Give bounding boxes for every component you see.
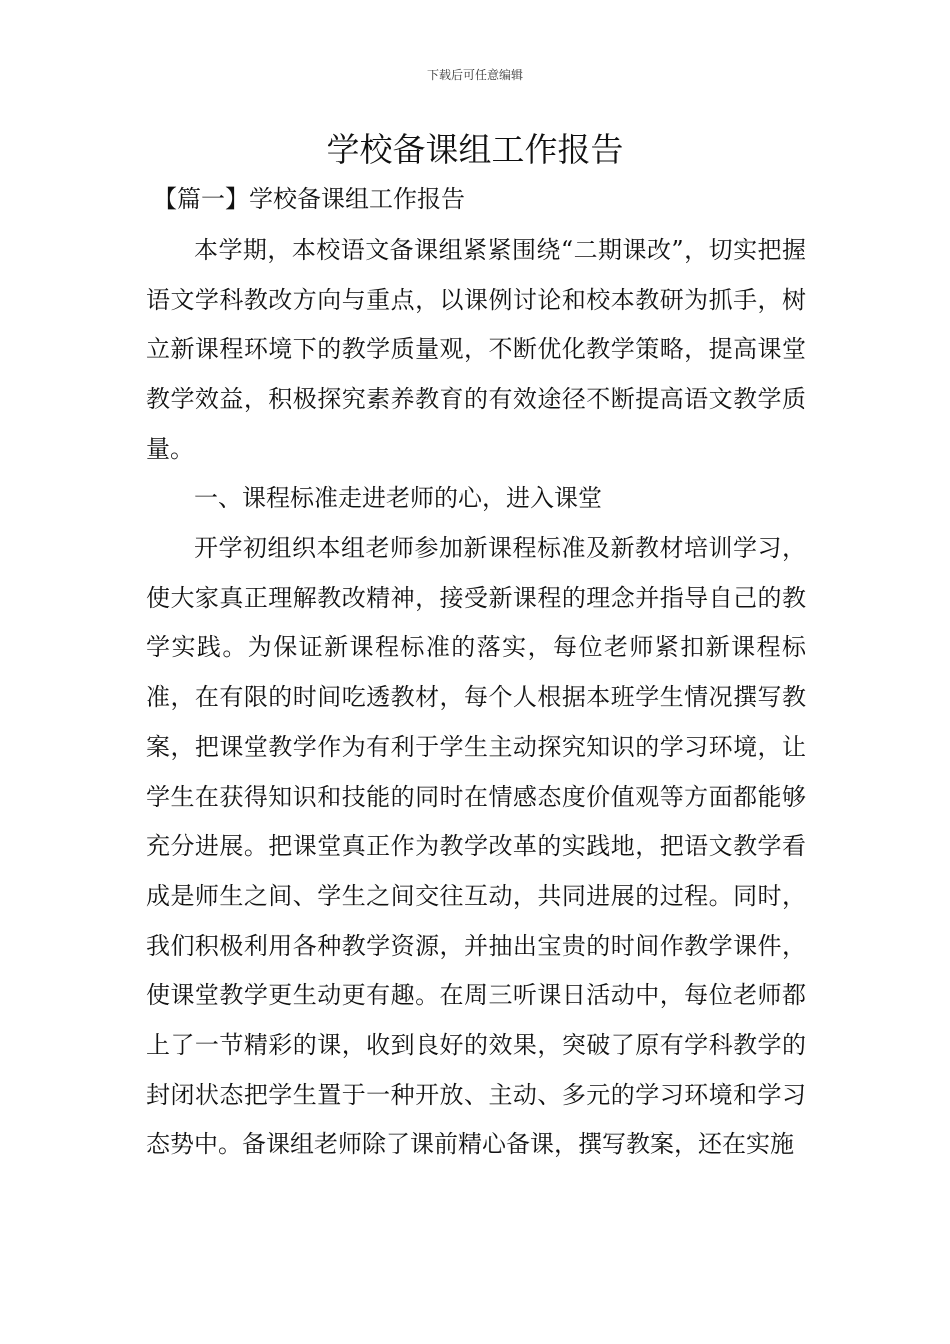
header-note: 下载后可任意编辑 (426, 68, 523, 82)
document-title: 学校备课组工作报告 (326, 130, 624, 169)
section-heading: 【篇一】学校备课组工作报告 (153, 185, 465, 213)
subheading-one: 一、课程标准走进老师的心，进入课堂 (194, 484, 602, 512)
body-paragraph: 开学初组织本组老师参加新课程标准及新教材培训学习，使大家真正理解教改精神，接受新课程的理念并指导自己的教学实践。为保证新课程标准的落实，每位老师紧扣新课程标准，在有限的时间吃透教材，每个人根据本班学生情况撰写教案，把课堂教学作为有利于学生主动探究知识的学习环境，让学生在获得知识和技能的同时在情感态度价值观等方面都能够充分进展。把课堂真正作为教学改革的实践地，把语文教学看成是师生之间、学生之间交往互动，共同进展的过程。同时，我们积极利用各种教学资源，并抽出宝贵的时间作教学课件，使课堂教学更生动更有趣。在周三听课日活动中，每位老师都上了一节精彩的课，收到良好的效果，突破了原有学科教学的封闭状态把学生置于一种开放、主动、多元的学习环境和学习态势中。备课组老师除了课前精心备课，撰写教案，还在实施 (146, 534, 806, 1159)
intro-paragraph-block (146, 226, 806, 475)
body-paragraph-block (146, 524, 806, 1170)
intro-paragraph: 本学期，本校语文备课组紧紧围绕“二期课改”，切实把握语文学科教改方向与重点，以课例讨论和校本教研为抓手，树立新课程环境下的教学质量观，不断优化教学策略，提高课堂教学效益，积极探究素养教育的有效途径不断提高语文教学质量。 (146, 236, 806, 463)
